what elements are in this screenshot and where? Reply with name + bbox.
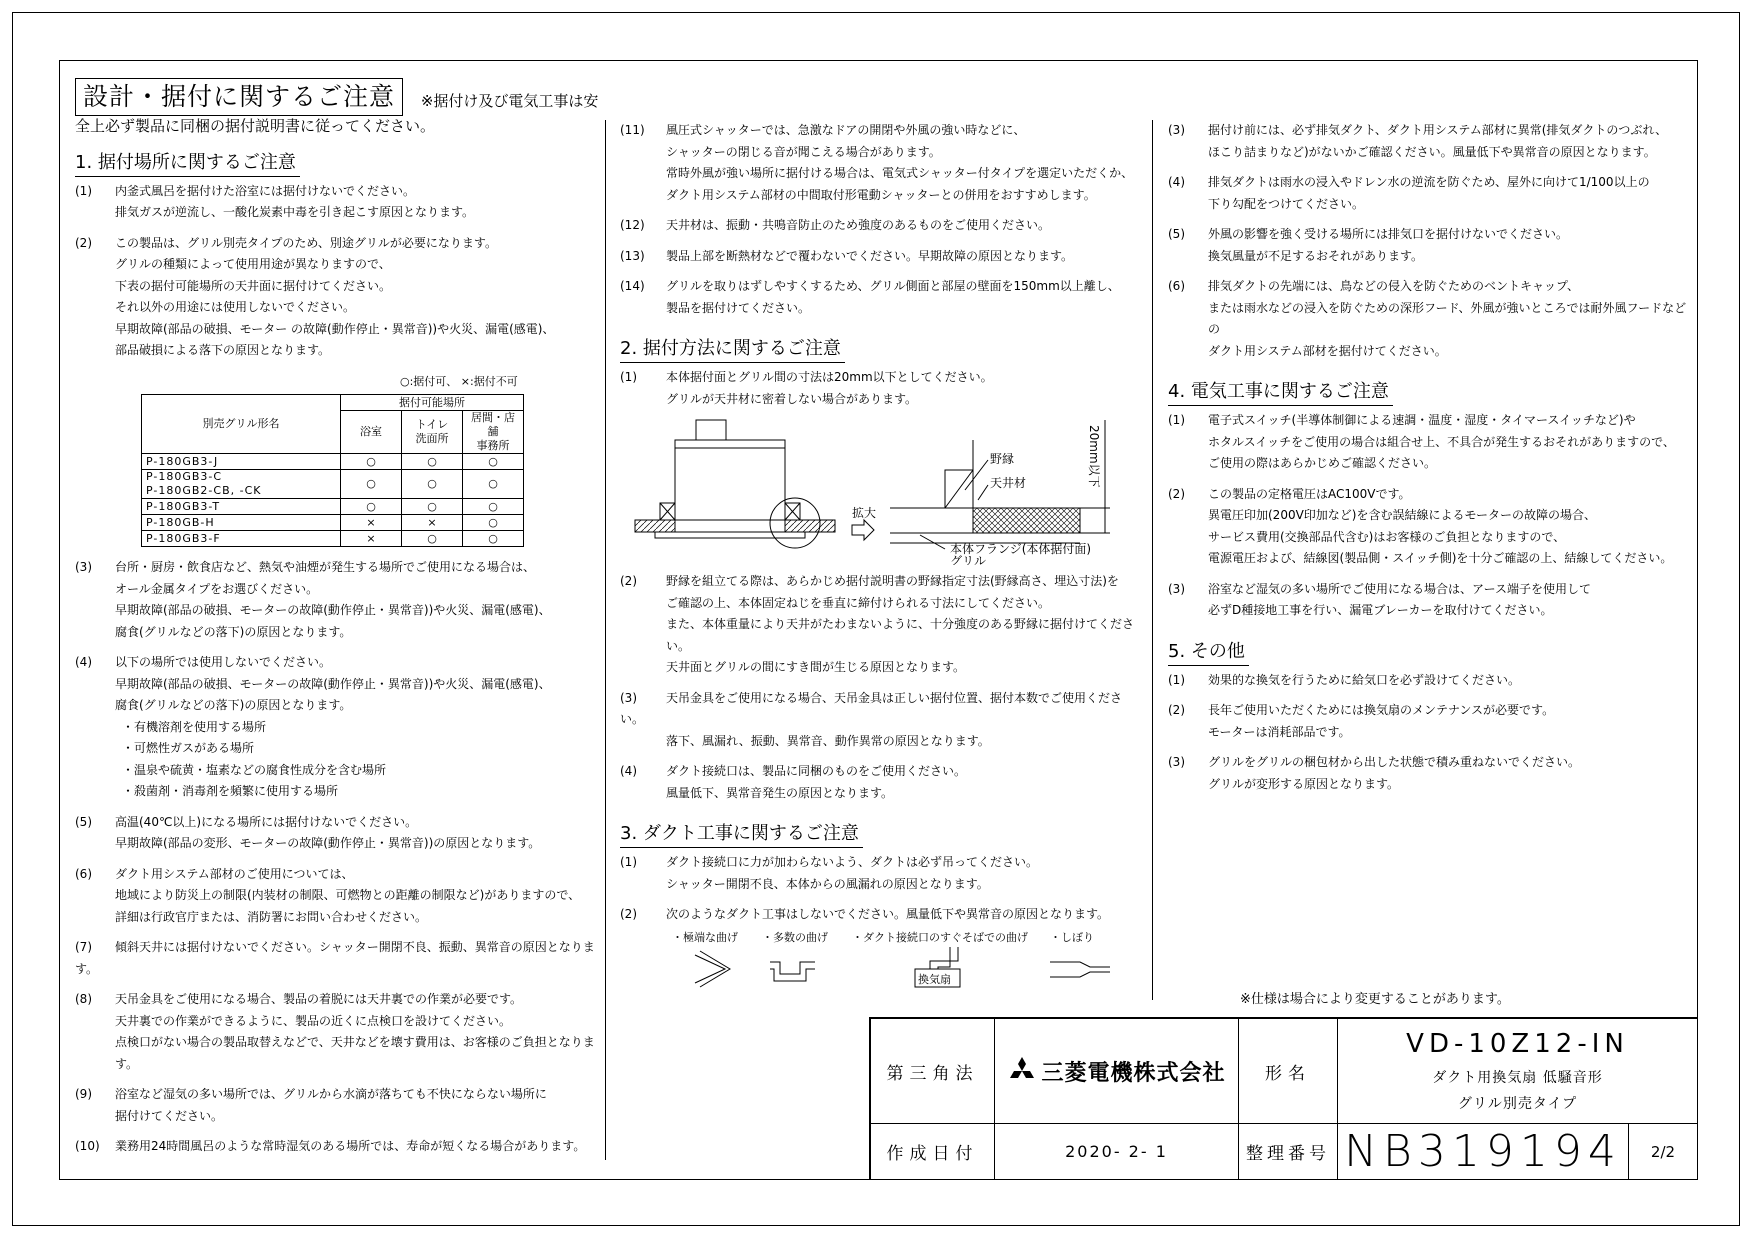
item-text: グリルをグリルの梱包材から出した状態で積み重ねないでください。 <box>1208 755 1581 769</box>
list-item <box>1168 120 1688 163</box>
item-line: 常時外風が強い場所に据付ける場合は、電気式シャッター付タイプを選定いただくか、 <box>666 166 1134 180</box>
item-line: 下り勾配をつけてください。 <box>1208 196 1365 211</box>
grill-mark-cell: × <box>341 515 402 531</box>
list-item <box>75 812 603 855</box>
list-item <box>620 120 1140 206</box>
section-3-items-continued <box>1168 120 1688 362</box>
item-number: (6) <box>75 866 92 881</box>
section-2-items <box>620 367 1140 410</box>
column-2 <box>620 120 1140 997</box>
model-cell <box>1337 1018 1698 1124</box>
item-line: 地域により防災上の制限(内装材の制限、可燃物との距離の制限など)がありますので、 <box>115 888 581 903</box>
item-first-line <box>75 181 603 203</box>
column-1 <box>75 78 603 1167</box>
list-item <box>1168 224 1688 267</box>
item-line: シャッター開閉不良、本体からの風漏れの原因となります。 <box>666 876 989 891</box>
list-item <box>620 215 1140 237</box>
list-item <box>75 864 603 929</box>
section-3-items <box>620 852 1140 926</box>
company-cell <box>994 1018 1239 1124</box>
section-5-heading: 5. その他 <box>1168 639 1249 666</box>
header-note: ※据付け及び電気工事は安全上必ず製品に同梱の据付説明書に従ってください。 <box>75 91 599 135</box>
tenjo-label: 天井材 <box>990 476 1027 490</box>
item-first-line <box>620 571 1140 593</box>
item-number: (1) <box>620 370 637 384</box>
ref-label-cell: 整理番号 <box>1238 1123 1338 1180</box>
item-line: それ以外の用途には使用しないでください。 <box>115 300 356 315</box>
section-1-heading: 1. 据付場所に関するご注意 <box>75 150 300 177</box>
grill-table-header-group: 据付可能場所 <box>341 395 524 411</box>
item-line: 早期故障(部品の破損、モーターの故障(動作停止・異常音))や火災、漏電(感電)、 <box>115 603 551 618</box>
grill-mark-cell: ○ <box>402 470 463 499</box>
nobuchi-label: 野縁 <box>990 452 1015 466</box>
grill-model-cell: P-180GB3-T <box>142 499 341 515</box>
item-number: (10) <box>75 1139 100 1154</box>
list-item <box>620 852 1140 895</box>
section-1-items-continued <box>75 557 603 1158</box>
item-number: (2) <box>1168 703 1185 717</box>
item-text: 以下の場所では使用しないでください。 <box>115 655 332 670</box>
item-line: ホタルスイッチをご使用の場合は組合せ上、不具合が発生するおそれがありますので、 <box>1208 434 1675 449</box>
item-text: 天吊金具をご使用になる場合、天吊金具は正しい据付位置、据付本数でご使用ください。 <box>620 690 1123 726</box>
item-first-line <box>1168 276 1688 298</box>
item-bullet: ・可燃性ガスがある場所 <box>122 741 255 756</box>
item-line: グリルが変形する原因となります。 <box>1208 776 1400 791</box>
grill-mark-cell: ○ <box>463 499 524 515</box>
grill-table-col-header: トイレ 洗面所 <box>402 411 463 454</box>
grill-model-cell: P-180GB-H <box>142 515 341 531</box>
unit-motor <box>696 420 726 440</box>
item-line: ほこり詰まりなど)がないかご確認ください。風量低下や異常音の原因となります。 <box>1208 144 1656 159</box>
date-cell: 2020- 2- 1 <box>994 1123 1239 1180</box>
item-line: 部品破損による落下の原因となります。 <box>115 343 331 358</box>
item-line: 電源電圧および、結線図(製品側・スイッチ側)を十分ご確認の上、結線してください。 <box>1208 551 1673 565</box>
item-number: (12) <box>620 218 645 232</box>
grill-mark-cell: ○ <box>341 470 402 499</box>
ceiling-material <box>973 508 1080 533</box>
document-title: 設計・据付に関するご注意 <box>75 78 403 116</box>
list-item <box>1168 700 1688 743</box>
column-divider-2 <box>1152 120 1153 1000</box>
duct-examples <box>620 927 1140 997</box>
duct-example-3: ・ダクト接続口のすぐそばでの曲げ <box>852 930 1028 944</box>
item-text: 排気ダクトは雨水の浸入やドレン水の逆流を防ぐため、屋外に向けて1/100以上の <box>1208 175 1650 189</box>
title-block <box>869 1017 1697 1179</box>
dim-20mm: 20mm以下 <box>1087 425 1101 488</box>
item-text: 天井材は、振動・共鳴音防止のため強度のあるものをご使用ください。 <box>666 218 1051 232</box>
item-bullet: ・有機溶剤を使用する場所 <box>122 719 267 734</box>
item-number: (1) <box>75 183 92 198</box>
item-line: 腐食(グリルなどの落下)の原因となります。 <box>115 624 352 639</box>
list-item <box>75 937 603 980</box>
list-item <box>620 688 1140 753</box>
company-name: 三菱電機株式会社 <box>1041 1060 1226 1086</box>
ceiling-left <box>635 520 675 532</box>
item-text: 天吊金具をご使用になる場合、製品の着脱には天井裏での作業が必要です。 <box>115 992 523 1007</box>
item-bullet: ・温泉や硫黄・塩素などの腐食性成分を含む場所 <box>122 762 387 777</box>
item-line: 点検口がない場合の製品取替えなどで、天井などを壊す費用は、お客様のご負担となります。 <box>115 1035 595 1071</box>
item-line: サービス費用(交換部品代含む)はお客様のご負担となりますので、 <box>1208 529 1566 544</box>
section-1-items-continued-2 <box>620 120 1140 319</box>
item-first-line <box>75 989 603 1011</box>
item-text: 長年ご使用いただくためには換気扇のメンテナンスが必要です。 <box>1208 703 1555 717</box>
item-first-line <box>620 276 1140 298</box>
section-3-heading: 3. ダクト工事に関するご注意 <box>620 821 863 848</box>
item-line: 早期故障(部品の変形、モーターの故障(動作停止・異常音))の原因となります。 <box>115 836 541 851</box>
item-number: (3) <box>1168 123 1185 137</box>
item-line: ご使用の際はあらかじめご確認ください。 <box>1208 456 1437 470</box>
item-first-line <box>75 812 603 834</box>
kakudai-label: 拡大 <box>852 506 877 520</box>
item-text: 浴室など湿気の多い場所では、グリルから水滴が落ちても不快にならない場所に <box>115 1087 547 1102</box>
list-item <box>620 904 1140 926</box>
item-first-line <box>75 233 603 255</box>
list-item <box>1168 172 1688 215</box>
model-number: VD-10Z12-IN <box>1406 1029 1629 1059</box>
item-line: また、本体重量により天井がたわまないように、十分強度のある野縁に据付けてください。 <box>666 617 1135 653</box>
grill-table-col-header: 居間・店舗 事務所 <box>463 411 524 454</box>
item-text: 据付け前には、必ず排気ダクト、ダクト用システム部材に異常(排気ダクトのつぶれ、 <box>1208 123 1668 137</box>
item-line: 詳細は行政官庁または、消防署にお問い合わせください。 <box>115 909 428 924</box>
grill-model-cell: P-180GB3-C P-180GB2-CB, -CK <box>142 470 341 499</box>
grill-mark-cell: ○ <box>463 454 524 470</box>
item-text: 電子式スイッチ(半導体制御による速調・温度・湿度・タイマースイッチなど)や <box>1208 413 1636 427</box>
item-number: (9) <box>75 1087 92 1102</box>
item-number: (11) <box>620 123 645 137</box>
item-number: (2) <box>620 907 637 921</box>
list-item <box>620 761 1140 804</box>
grill-model-cell: P-180GB3-J <box>142 454 341 470</box>
item-bullet: ・殺菌剤・消毒剤を頻繁に使用する場所 <box>122 784 339 799</box>
list-item <box>75 1084 603 1127</box>
item-first-line <box>620 761 1140 783</box>
item-first-line <box>1168 410 1688 432</box>
item-text: ダクト用システム部材のご使用については、 <box>115 866 354 881</box>
item-first-line <box>620 246 1140 268</box>
grill-table-legend: ○:据付可、 ×:据付不可 <box>400 374 518 388</box>
grill-model-cell: P-180GB3-F <box>142 531 341 547</box>
item-text: 風圧式シャッターでは、急激なドアの開閉や外風の強い時などに、 <box>666 123 1026 137</box>
item-first-line <box>1168 752 1688 774</box>
item-number: (5) <box>75 814 92 829</box>
item-first-line <box>1168 172 1688 194</box>
item-line: 必ずD種接地工事を行い、漏電ブレーカーを取付けてください。 <box>1208 603 1553 617</box>
list-item <box>1168 670 1688 692</box>
list-item <box>1168 579 1688 622</box>
section-2-items-continued <box>620 571 1140 804</box>
list-item <box>620 571 1140 679</box>
item-line: 製品を据付けてください。 <box>666 300 811 315</box>
item-line: グリルの種類によって使用用途が異なりますので、 <box>115 257 391 272</box>
item-first-line <box>75 1084 603 1106</box>
grill-label: グリル <box>950 554 987 565</box>
item-text: ダクト接続口は、製品に同梱のものをご使用ください。 <box>666 764 967 778</box>
header <box>75 78 603 138</box>
product-line-2: グリル別売タイプ <box>1457 1096 1578 1112</box>
multiple-bend-icon <box>770 962 815 981</box>
grill-mark-cell: ○ <box>341 499 402 515</box>
item-text: 製品上部を断熱材などで覆わないでください。早期故障の原因となります。 <box>666 248 1074 263</box>
section-4-heading: 4. 電気工事に関するご注意 <box>1168 379 1393 406</box>
item-number: (7) <box>75 940 92 955</box>
item-first-line <box>75 1136 603 1158</box>
section-5-items <box>1168 670 1688 796</box>
item-text: 効果的な換気を行うために給気口を必ず設けてください。 <box>1208 672 1521 687</box>
item-text: 内釜式風呂を据付けた浴室には据付けないでください。 <box>115 183 416 198</box>
flange-label: 本体フランジ(本体据付面) <box>950 542 1092 556</box>
item-first-line <box>75 557 603 579</box>
grill-table-col-header: 浴室 <box>341 411 402 454</box>
item-line: 排気ガスが逆流し、一酸化炭素中毒を引き起こす原因となります。 <box>115 205 475 220</box>
item-line: オール金属タイプをお選びください。 <box>115 581 319 596</box>
grill-mark-cell: ○ <box>341 454 402 470</box>
list-item <box>620 276 1140 319</box>
item-line: 下表の据付可能場所の天井面に据付けてください。 <box>115 278 392 293</box>
duct-example-1: ・極端な曲げ <box>672 930 738 944</box>
item-first-line <box>620 120 1140 142</box>
item-first-line <box>75 937 603 980</box>
item-number: (3) <box>1168 581 1185 596</box>
item-line: 換気風量が不足するおそれがあります。 <box>1208 248 1424 263</box>
item-line: 早期故障(部品の破損、モーターの故障(動作停止・異常音))や火災、漏電(感電)、 <box>115 676 551 691</box>
item-line: ダクト用システム部材の中間取付形電動シャッターとの併用をおすすめします。 <box>666 187 1096 202</box>
list-item <box>620 367 1140 410</box>
item-line: 天井面とグリルの間にすき間が生じる原因となります。 <box>666 660 966 674</box>
grill-mark-cell: ○ <box>463 470 524 499</box>
item-line: 天井裏での作業ができるように、製品の近くに点検口を設けてください。 <box>115 1013 512 1028</box>
section-4-items <box>1168 410 1688 622</box>
item-line: モーターは消耗部品です。 <box>1208 724 1351 739</box>
column-divider-1 <box>605 120 606 1160</box>
unit-body <box>675 440 785 520</box>
item-number: (2) <box>75 235 92 250</box>
item-line: 風量低下、異常音発生の原因となります。 <box>666 785 894 800</box>
item-line: 据付けてください。 <box>115 1108 224 1123</box>
spec-note: ※仕様は場合により変更することがあります。 <box>1240 992 1510 1007</box>
ref-number-cell: NB319194 <box>1337 1123 1629 1180</box>
table-row <box>142 470 524 499</box>
item-number: (4) <box>75 655 92 670</box>
list-item <box>75 181 603 224</box>
item-text: ダクト接続口に力が加わらないよう、ダクトは必ず吊ってください。 <box>666 855 1039 869</box>
item-text: 本体据付面とグリル間の寸法は20mm以下としてください。 <box>666 370 993 384</box>
item-first-line <box>75 652 603 674</box>
grill-mark-cell: × <box>341 531 402 547</box>
grill-mark-cell: × <box>402 515 463 531</box>
list-item <box>75 989 603 1075</box>
item-number: (8) <box>75 992 92 1007</box>
grill-mark-cell: ○ <box>402 531 463 547</box>
list-item <box>1168 752 1688 795</box>
item-first-line <box>1168 120 1688 142</box>
table-row <box>142 531 524 547</box>
list-item <box>1168 276 1688 362</box>
list-item <box>75 1136 603 1158</box>
item-line: グリルが天井材に密着しない場合があります。 <box>666 391 918 406</box>
duct-example-2: ・多数の曲げ <box>762 930 828 944</box>
item-number: (1) <box>1168 413 1185 427</box>
sharp-bend-icon <box>695 951 730 987</box>
item-text: 傾斜天井には据付けないでください。シャッター開閉不良、振動、異常音の原因となります。 <box>75 940 595 976</box>
item-first-line <box>620 904 1140 926</box>
list-item <box>75 557 603 643</box>
item-line: シャッターの閉じる音が聞こえる場合があります。 <box>666 144 941 159</box>
list-item <box>75 233 603 362</box>
item-text: 排気ダクトの先端には、鳥などの侵入を防ぐためのベントキャップ、 <box>1208 279 1580 293</box>
grill-table-header-model: 別売グリル形名 <box>142 395 341 454</box>
item-number: (3) <box>620 690 637 705</box>
item-number: (2) <box>620 574 637 588</box>
list-item <box>75 652 603 803</box>
item-line: または雨水などの浸入を防ぐための深形フード、外風が強いところでは耐外風フードなどの <box>1208 300 1687 336</box>
item-text: 高温(40℃以上)になる場所には据付けないでください。 <box>115 814 418 829</box>
item-line: 腐食(グリルなどの落下)の原因となります。 <box>115 698 352 713</box>
grill-outline <box>655 532 805 538</box>
item-first-line <box>1168 700 1688 722</box>
fan-label: 換気扇 <box>918 972 951 986</box>
item-first-line <box>620 215 1140 237</box>
grill-mark-cell: ○ <box>463 531 524 547</box>
item-text: グリルを取りはずしやすくするため、グリル側面と部屋の壁面を150mm以上離し、 <box>666 279 1120 293</box>
item-number: (4) <box>620 764 637 778</box>
item-text: 野縁を組立てる際は、あらかじめ据付説明書の野縁指定寸法(野縁高さ、埋込寸法)を <box>666 574 1119 588</box>
item-first-line <box>75 864 603 886</box>
model-label-cell: 形名 <box>1238 1018 1338 1124</box>
date-label-cell: 作成日付 <box>870 1123 995 1180</box>
item-first-line <box>1168 670 1688 692</box>
list-item <box>1168 410 1688 475</box>
item-first-line <box>620 367 1140 389</box>
grill-mark-cell: ○ <box>402 454 463 470</box>
item-number: (1) <box>620 855 637 869</box>
expand-arrow <box>852 520 874 540</box>
section-2-heading: 2. 据付方法に関するご注意 <box>620 336 845 363</box>
item-first-line <box>1168 224 1688 246</box>
item-number: (13) <box>620 248 645 263</box>
list-item <box>1168 484 1688 570</box>
item-first-line <box>620 688 1140 731</box>
installation-diagram <box>620 415 1140 565</box>
item-text: この製品の定格電圧はAC100Vです。 <box>1208 486 1411 501</box>
column-3 <box>1168 120 1688 804</box>
item-text: この製品は、グリル別売タイプのため、別途グリルが必要になります。 <box>115 235 497 250</box>
duct-example-4: ・しぼり <box>1050 930 1094 944</box>
item-number: (2) <box>1168 486 1185 501</box>
section-1-items <box>75 181 603 362</box>
table-row <box>142 515 524 531</box>
item-line: ダクト用システム部材を据付けてください。 <box>1208 343 1447 358</box>
item-line: 異電圧印加(200V印加など)を含む誤結線によるモーターの故障の場合、 <box>1208 508 1596 522</box>
item-number: (1) <box>1168 672 1185 687</box>
item-line: ご確認の上、本体固定ねじを垂直に締付けられる寸法にしてください。 <box>666 595 1051 610</box>
table-row <box>142 454 524 470</box>
item-number: (14) <box>620 279 645 293</box>
item-number: (5) <box>1168 227 1185 241</box>
page-number-cell: 2/2 <box>1628 1123 1698 1180</box>
item-text: 業務用24時間風呂のような常時湿気のある場所では、寿命が短くなる場合があります。 <box>115 1139 586 1154</box>
grill-table <box>141 394 524 547</box>
item-text: 次のようなダクト工事はしないでください。風量低下や異常音の原因となります。 <box>666 907 1110 921</box>
mitsubishi-logo-icon <box>1007 1057 1037 1085</box>
projection-cell: 第三角法 <box>870 1018 995 1124</box>
item-line: 早期故障(部品の破損、モーター の故障(動作停止・異常音))や火災、漏電(感電)、 <box>115 321 555 336</box>
grill-mark-cell: ○ <box>463 515 524 531</box>
item-first-line <box>620 852 1140 874</box>
item-text: 浴室など湿気の多い場所でご使用になる場合は、アース端子を使用して <box>1208 581 1592 596</box>
product-line-1: ダクト用換気扇 低騒音形 <box>1432 1070 1603 1086</box>
item-first-line <box>1168 579 1688 601</box>
narrowing-icon <box>1050 962 1110 977</box>
table-row <box>142 499 524 515</box>
item-text: 台所・厨房・飲食店など、熱気や油煙が発生する場所でご使用になる場合は、 <box>115 560 536 575</box>
item-number: (4) <box>1168 175 1185 189</box>
list-item <box>620 246 1140 268</box>
item-first-line <box>1168 484 1688 506</box>
item-line: 落下、風漏れ、振動、異常音、動作異常の原因となります。 <box>666 733 990 748</box>
grill-mark-cell: ○ <box>402 499 463 515</box>
item-text: 外風の影響を強く受ける場所には排気口を据付けないでください。 <box>1208 227 1569 241</box>
item-number: (3) <box>1168 755 1185 769</box>
near-bend-icon <box>930 947 958 969</box>
ceiling-right-left <box>785 520 835 532</box>
item-number: (6) <box>1168 279 1185 293</box>
item-number: (3) <box>75 560 92 575</box>
